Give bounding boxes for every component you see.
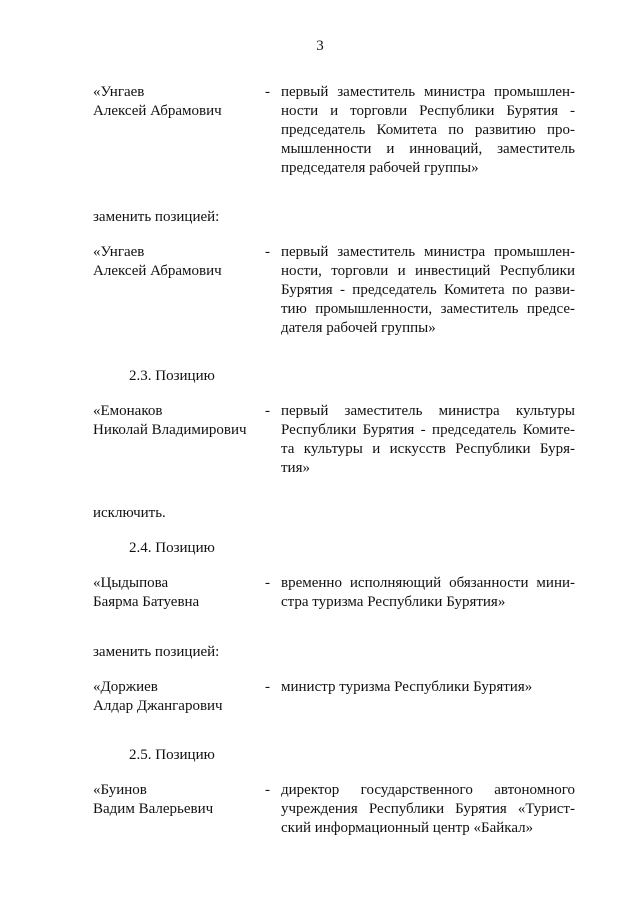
surname: «Цыдыпова: [93, 575, 169, 591]
person-name: [93, 781, 263, 819]
desc-line: председатель Комитета по развитию про-: [281, 122, 575, 138]
given-names: Вадим Валерьевич: [93, 801, 214, 817]
position-description: [281, 574, 575, 612]
desc-line: ности, торговли и инвестиций Республики: [281, 263, 575, 279]
replace-phrase: заменить позицией:: [93, 209, 220, 225]
given-names: Алдар Джангарович: [93, 698, 223, 714]
desc-line: Республики Бурятия - председатель Комите-: [281, 422, 575, 438]
desc-line: первый заместитель министра промышлен-: [281, 84, 575, 100]
desc-line: мышленности и инноваций, заместитель: [281, 141, 575, 157]
dash: -: [265, 403, 270, 419]
surname: «Емонаков: [93, 403, 163, 419]
dash: -: [265, 679, 270, 695]
desc-line: та культуры и искусств Республики Буря-: [281, 441, 575, 457]
given-names: Алексей Абрамович: [93, 263, 222, 279]
position-description: [281, 678, 575, 697]
desc-line: тию промышленности, заместитель предсе-: [281, 301, 575, 317]
desc-line: первый заместитель министра культуры: [281, 403, 575, 419]
given-names: Баярма Батуевна: [93, 594, 200, 610]
surname: «Унгаев: [93, 84, 145, 100]
person-name: [93, 678, 263, 716]
person-name: [93, 574, 263, 612]
person-name: [93, 402, 263, 440]
desc-line: министр туризма Республики Бурятия»: [281, 679, 533, 695]
desc-line: Бурятия - председатель Комитета по разви-: [281, 282, 575, 298]
item-heading-2-4: 2.4. Позицию: [129, 540, 215, 556]
surname: «Доржиев: [93, 679, 158, 695]
exclude-phrase: исключить.: [93, 505, 166, 521]
page-number: 3: [316, 38, 324, 54]
person-name: [93, 83, 263, 121]
dash: -: [265, 84, 270, 100]
desc-line: временно исполняющий обязанности мини-: [281, 575, 575, 591]
desc-line: председателя рабочей группы»: [281, 160, 479, 176]
item-heading-2-3: 2.3. Позицию: [129, 368, 215, 384]
given-names: Алексей Абрамович: [93, 103, 222, 119]
item-heading-2-5: 2.5. Позицию: [129, 747, 215, 763]
given-names: Николай Владимирович: [93, 422, 247, 438]
dash: -: [265, 782, 270, 798]
desc-line: тия»: [281, 460, 310, 476]
desc-line: директор государственного автономного: [281, 782, 575, 798]
surname: «Унгаев: [93, 244, 145, 260]
dash: -: [265, 244, 270, 260]
desc-line: ности и торговли Республики Бурятия -: [281, 103, 575, 119]
desc-line: дателя рабочей группы»: [281, 320, 436, 336]
position-description: [281, 402, 575, 478]
desc-line: стра туризма Республики Бурятия»: [281, 594, 506, 610]
desc-line: ский информационный центр «Байкал»: [281, 820, 534, 836]
dash: -: [265, 575, 270, 591]
desc-line: учреждения Республики Бурятия «Турист-: [281, 801, 575, 817]
position-description: [281, 781, 575, 838]
person-name: [93, 243, 263, 281]
position-description: [281, 83, 575, 178]
replace-phrase: заменить позицией:: [93, 644, 220, 660]
desc-line: первый заместитель министра промышлен-: [281, 244, 575, 260]
surname: «Буинов: [93, 782, 147, 798]
position-description: [281, 243, 575, 338]
